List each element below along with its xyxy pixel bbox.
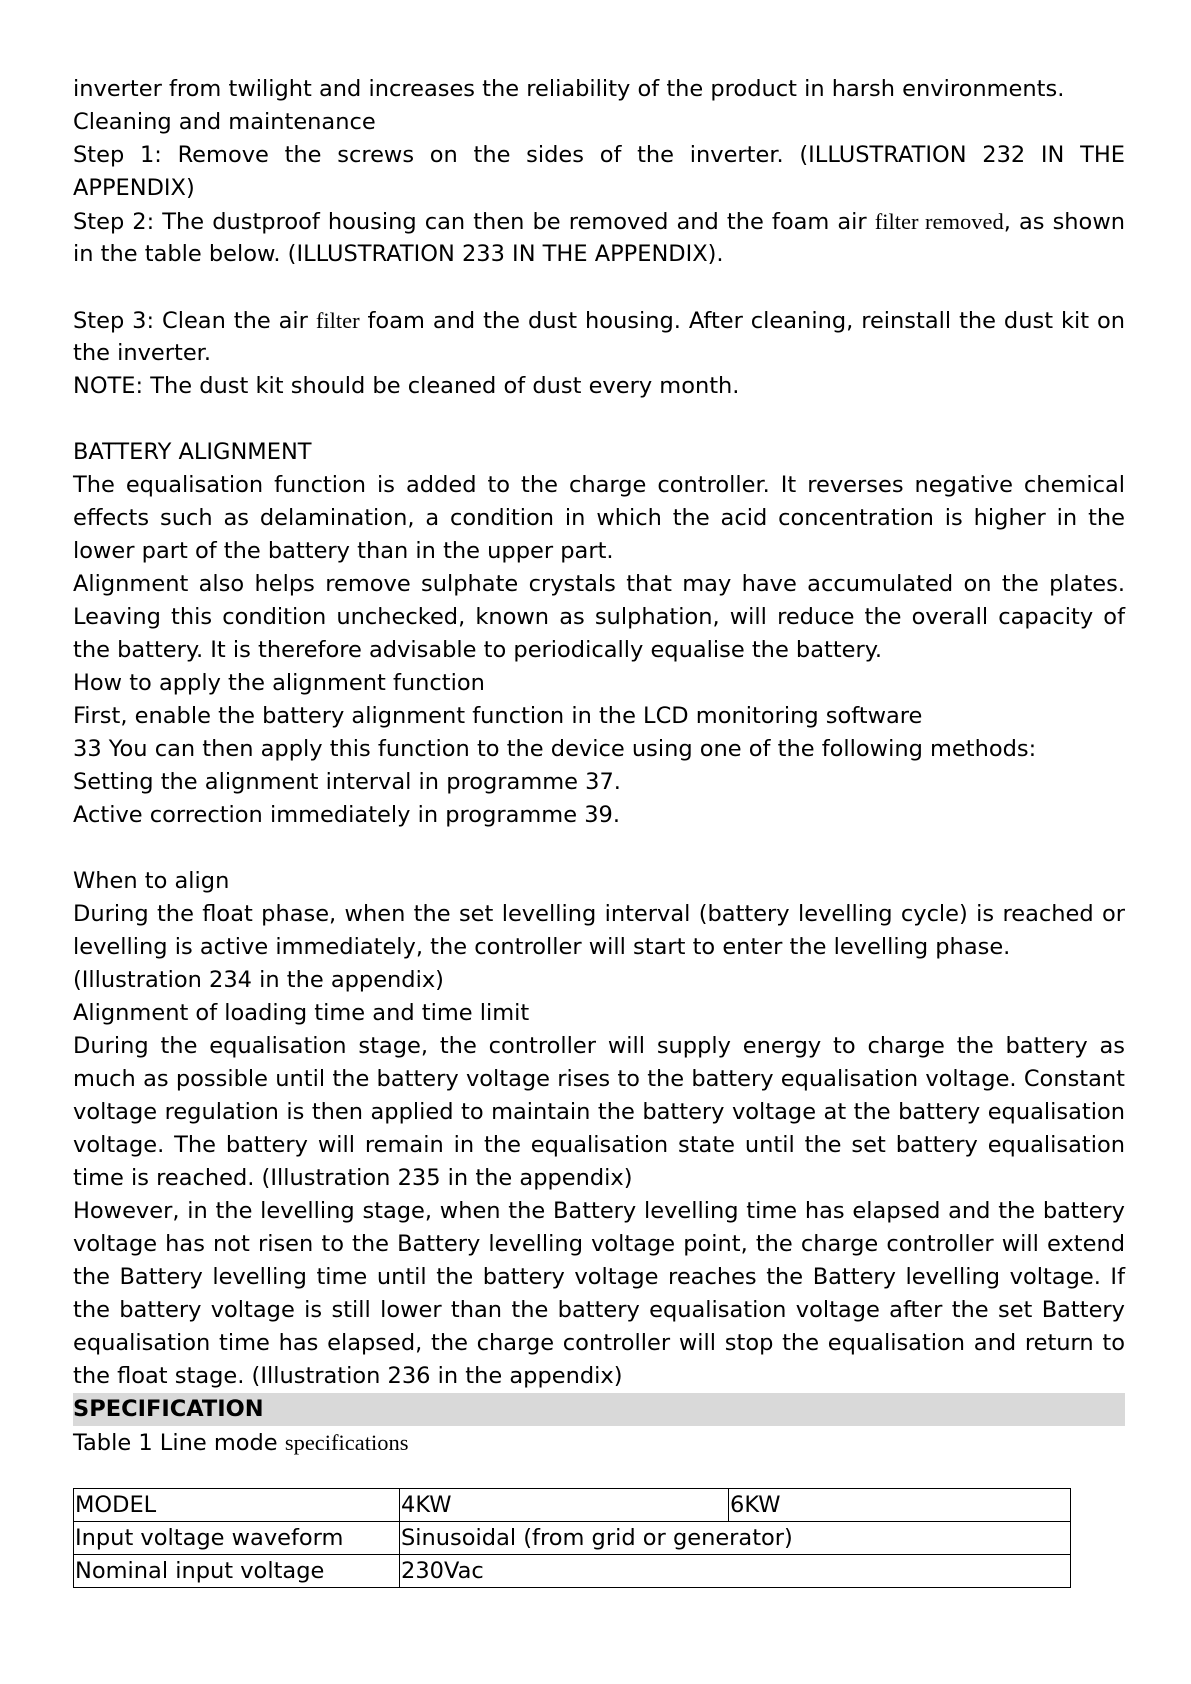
blank-line (73, 403, 1125, 436)
text-line (73, 205, 1125, 238)
text-run: foam and the dust housing. After cleaning, reinstall the dust kit on (359, 308, 1125, 334)
table-caption (73, 1426, 1125, 1459)
table-row-value: Sinusoidal (from grid or generator) (400, 1522, 1071, 1555)
text-line: First, enable the battery alignment function in the LCD monitoring software (73, 703, 923, 729)
text-run-serif: filter (315, 308, 360, 333)
text-line: the battery voltage is still lower than the battery equalisation voltage after the set Battery (73, 1297, 1125, 1323)
text-line: Active correction immediately in programme 39. (73, 802, 620, 828)
subheading-when-to-align: When to align (73, 868, 230, 894)
subheading-cleaning: Cleaning and maintenance (73, 109, 376, 135)
table-row-value: 230Vac (400, 1555, 1071, 1588)
table-row-label: Nominal input voltage (74, 1555, 400, 1588)
text-line: the battery. It is therefore advisable to periodically equalise the battery. (73, 637, 883, 663)
caption-run-serif: specifications (284, 1430, 409, 1455)
text-line: equalisation time has elapsed, the charge controller will stop the equalisation and return to (73, 1330, 1125, 1356)
text-line: in the table below. (ILLUSTRATION 233 IN THE APPENDIX). (73, 241, 724, 267)
note-line: NOTE: The dust kit should be cleaned of dust every month. (73, 373, 740, 399)
text-line: (Illustration 234 in the appendix) (73, 967, 444, 993)
table-header-cell: 4KW (400, 1489, 729, 1522)
text-line: Alignment also helps remove sulphate crystals that may have accumulated on the plates. (73, 571, 1125, 597)
blank-line (73, 271, 1125, 304)
text-line (73, 304, 1125, 337)
text-run: Step 2: The dustproof housing can then be removed and the foam air (73, 209, 875, 235)
text-line: the Battery levelling time until the battery voltage reaches the Battery levelling voltage. If (73, 1264, 1125, 1290)
caption-run: Table 1 Line mode (73, 1430, 285, 1456)
section-heading-specification: SPECIFICATION (73, 1393, 1125, 1426)
blank-line (73, 832, 1125, 865)
text-line: much as possible until the battery voltage rises to the battery equalisation voltage. Constant (73, 1066, 1125, 1092)
table-row (74, 1555, 1071, 1588)
text-line: voltage has not risen to the Battery levelling voltage point, the charge controller will extend (73, 1231, 1125, 1257)
subheading-battery-alignment: BATTERY ALIGNMENT (73, 439, 312, 465)
text-line: Setting the alignment interval in programme 37. (73, 769, 621, 795)
text-line: Step 1: Remove the screws on the sides of the inverter. (ILLUSTRATION 232 IN THE (73, 142, 1125, 168)
text-run: Step 3: Clean the air (73, 308, 316, 334)
text-line: However, in the levelling stage, when the Battery levelling time has elapsed and the battery (73, 1198, 1125, 1224)
table-row (74, 1522, 1071, 1555)
subheading-loading-time: Alignment of loading time and time limit (73, 1000, 530, 1026)
text-line: inverter from twilight and increases the reliability of the product in harsh environments. (73, 76, 1065, 102)
document-page (73, 73, 1125, 1459)
text-line: Leaving this condition unchecked, known as sulphation, will reduce the overall capacity of (73, 604, 1125, 630)
spec-table (73, 1488, 1071, 1588)
text-line: During the equalisation stage, the controller will supply energy to charge the battery as (73, 1033, 1125, 1059)
table-header-row (74, 1489, 1071, 1522)
table-header-cell: 6KW (729, 1489, 1071, 1522)
text-line: voltage regulation is then applied to maintain the battery voltage at the battery equalisation (73, 1099, 1125, 1125)
text-line: The equalisation function is added to the charge controller. It reverses negative chemical (73, 472, 1125, 498)
table-row-label: Input voltage waveform (74, 1522, 400, 1555)
text-run-serif: filter removed (874, 209, 1004, 234)
text-line: During the float phase, when the set levelling interval (battery levelling cycle) is reached or (73, 901, 1125, 927)
text-line: 33 You can then apply this function to the device using one of the following methods: (73, 736, 1037, 762)
text-line: levelling is active immediately, the controller will start to enter the levelling phase. (73, 934, 1011, 960)
subheading-apply: How to apply the alignment function (73, 670, 485, 696)
table-header-cell: MODEL (74, 1489, 400, 1522)
text-line: voltage. The battery will remain in the equalisation state until the set battery equalisation (73, 1132, 1125, 1158)
text-line: the inverter. (73, 340, 211, 366)
text-line: effects such as delamination, a condition in which the acid concentration is higher in the (73, 505, 1125, 531)
text-line: time is reached. (Illustration 235 in the appendix) (73, 1165, 633, 1191)
text-line: lower part of the battery than in the upper part. (73, 538, 614, 564)
text-line: APPENDIX) (73, 175, 195, 201)
text-run: , as shown (1003, 209, 1125, 235)
text-line: the float stage. (Illustration 236 in the appendix) (73, 1363, 623, 1389)
